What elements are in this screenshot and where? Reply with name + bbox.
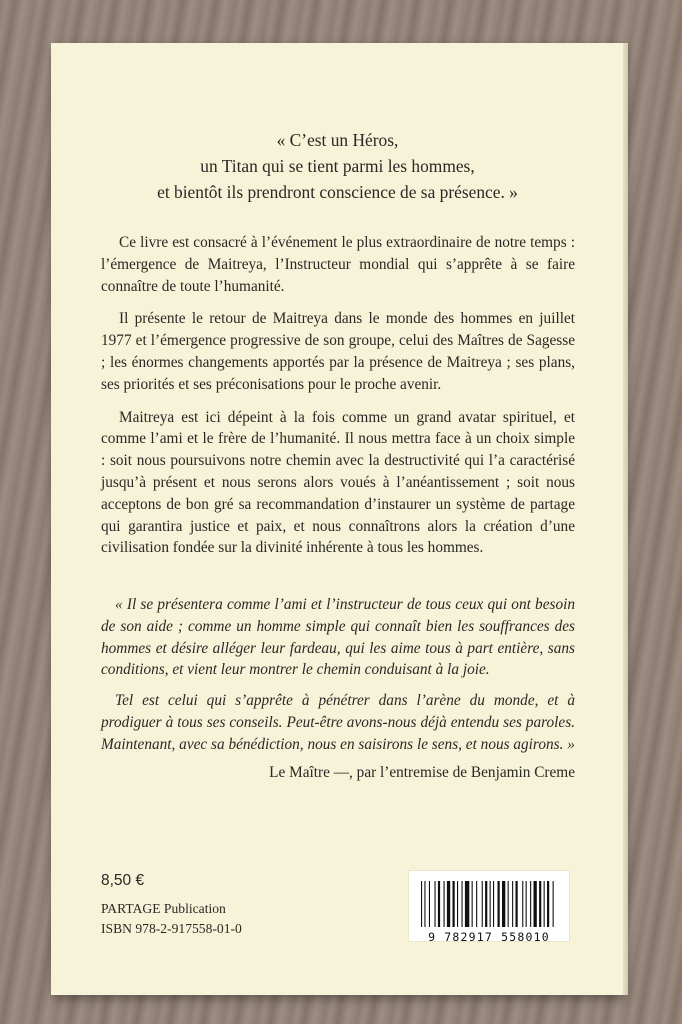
barcode-number: 9 782917 558010 <box>428 930 550 944</box>
barcode-bar <box>534 881 537 927</box>
barcode-bar <box>485 881 487 927</box>
barcode-bar <box>530 881 531 927</box>
quote-line: un Titan qui se tient parmi les hommes, <box>200 156 475 176</box>
isbn: ISBN 978-2-917558-01-0 <box>101 921 242 936</box>
barcode-bar <box>457 881 458 927</box>
description-paragraph: Il présente le retour de Maitreya dans le monde des hommes en juillet 1977 et l’émergence progressive de son groupe, celui des Maîtres de Sagesse ; les énormes changements apportés par la présence de Maitreya ; ses plans, ses priorités et ses préconisations pour le proche avenir. <box>101 310 575 393</box>
barcode-bar <box>424 881 425 927</box>
barcode-bar <box>465 881 469 927</box>
barcode-bar <box>516 881 518 927</box>
quote-line: « C’est un Héros, <box>276 130 399 150</box>
barcode <box>409 871 569 944</box>
barcode-bar <box>526 881 527 927</box>
barcode-bar <box>490 881 491 927</box>
barcode-bar <box>482 881 483 927</box>
quote-line: et bientôt ils prendront conscience de sa présence. » <box>157 182 518 202</box>
cover-quote <box>51 127 624 205</box>
price: 8,50 € <box>101 872 145 889</box>
description-paragraph: Maitreya est ici dépeint à la fois comme un grand avatar spirituel, et comme l’ami et le frère de l’humanité. Il nous mettra face à un choix simple : soit nous poursuivons notre chemin avec la destructivité qui l’a caractérisé jusqu’à présent et nous serons alors voués à l’anéantissement ; soit nous acceptons de bon gré sa recommandation d’instaurer un système de partage qui garantira justice et paix, et nous connaîtrons alors la création d’une civilisation fondée sur la divinité inhérente à tous les hommes. <box>101 408 575 557</box>
barcode-bar <box>553 881 554 927</box>
italic-paragraph: Tel est celui qui s’apprête à pénétrer dans l’arène du monde, et à prodiguer à tous ses conseils. Peut-être avons-nous déjà entendu ses paroles. Maintenant, avec sa bénédiction, nous en saisirons le sens, et nous agirons. » <box>101 692 575 753</box>
barcode-bar <box>498 881 500 927</box>
barcode-bar <box>429 881 430 927</box>
publisher: PARTAGE Publication <box>101 901 226 916</box>
barcode-bar <box>462 881 463 927</box>
italic-paragraph: « Il se présentera comme l’ami et l’instructeur de tous ceux qui ont besoin de son aide ; comme un homme simple qui connaît bien les souffrances des hommes et désire alléger leur fardeau, qui les aime tous à part entière, sans conditions, et vient leur montrer le chemin conduisant à la joie. <box>101 596 575 679</box>
barcode-bar <box>444 881 445 927</box>
description <box>101 232 575 570</box>
barcode-bar <box>421 881 422 927</box>
italic-quote <box>101 594 575 765</box>
barcode-bar <box>512 881 513 927</box>
barcode-bar <box>476 881 477 927</box>
barcode-bar <box>508 881 509 927</box>
barcode-bar <box>539 881 541 927</box>
barcode-bar <box>547 881 549 927</box>
barcode-bar <box>453 881 455 927</box>
barcode-bar <box>438 881 440 927</box>
description-paragraph: Ce livre est consacré à l’événement le plus extraordinaire de notre temps : l’émergence de Maitreya, l’Instructeur mondial qui s’apprête à se faire connaître de toute l’humanité. <box>101 234 575 295</box>
barcode-bar <box>493 881 494 927</box>
signature: Le Maître —, par l’entremise de Benjamin Creme <box>269 764 575 781</box>
barcode-bar <box>502 881 505 927</box>
barcode-bar <box>472 881 473 927</box>
barcode-bar <box>544 881 545 927</box>
barcode-bars <box>419 881 559 931</box>
book-back-cover <box>51 43 624 995</box>
barcode-bar <box>447 881 450 927</box>
barcode-bar <box>435 881 436 927</box>
barcode-bar <box>522 881 523 927</box>
